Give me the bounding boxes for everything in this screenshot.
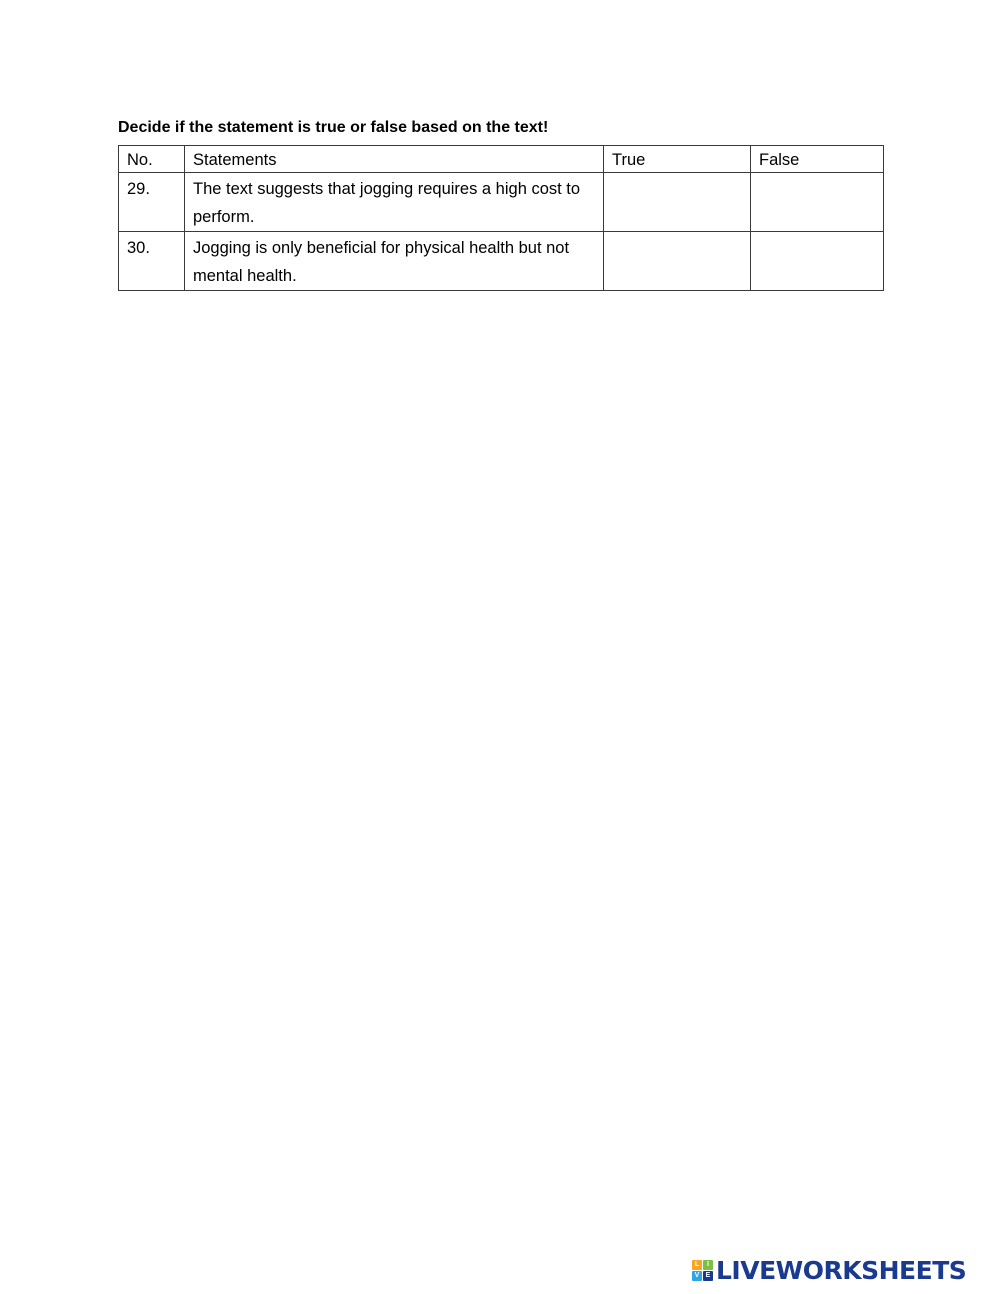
header-true: True — [604, 146, 751, 173]
header-statements: Statements — [185, 146, 604, 173]
statement-text: Jogging is only beneficial for physical health but not mental health. — [185, 232, 604, 291]
liveworksheets-logo-icon — [692, 1260, 713, 1281]
row-number: 30. — [119, 232, 185, 291]
table-header-row — [119, 146, 884, 173]
instruction-heading: Decide if the statement is true or false based on the text! — [118, 119, 549, 136]
true-answer-cell[interactable] — [604, 173, 751, 232]
header-no: No. — [119, 146, 185, 173]
logo-mark-letter: V — [692, 1271, 702, 1281]
logo-mark-letter: L — [692, 1260, 702, 1270]
table-row — [119, 173, 884, 232]
logo-mark-letter: E — [703, 1271, 713, 1281]
true-false-table — [118, 145, 884, 291]
false-answer-cell[interactable] — [751, 173, 884, 232]
table-row — [119, 232, 884, 291]
logo-mark-letter: I — [703, 1260, 713, 1270]
row-number: 29. — [119, 173, 185, 232]
true-answer-cell[interactable] — [604, 232, 751, 291]
header-false: False — [751, 146, 884, 173]
logo-wordmark: LIVEWORKSHEETS — [716, 1255, 967, 1285]
liveworksheets-logo[interactable] — [692, 1255, 966, 1285]
false-answer-cell[interactable] — [751, 232, 884, 291]
statement-text: The text suggests that jogging requires a high cost to perform. — [185, 173, 604, 232]
